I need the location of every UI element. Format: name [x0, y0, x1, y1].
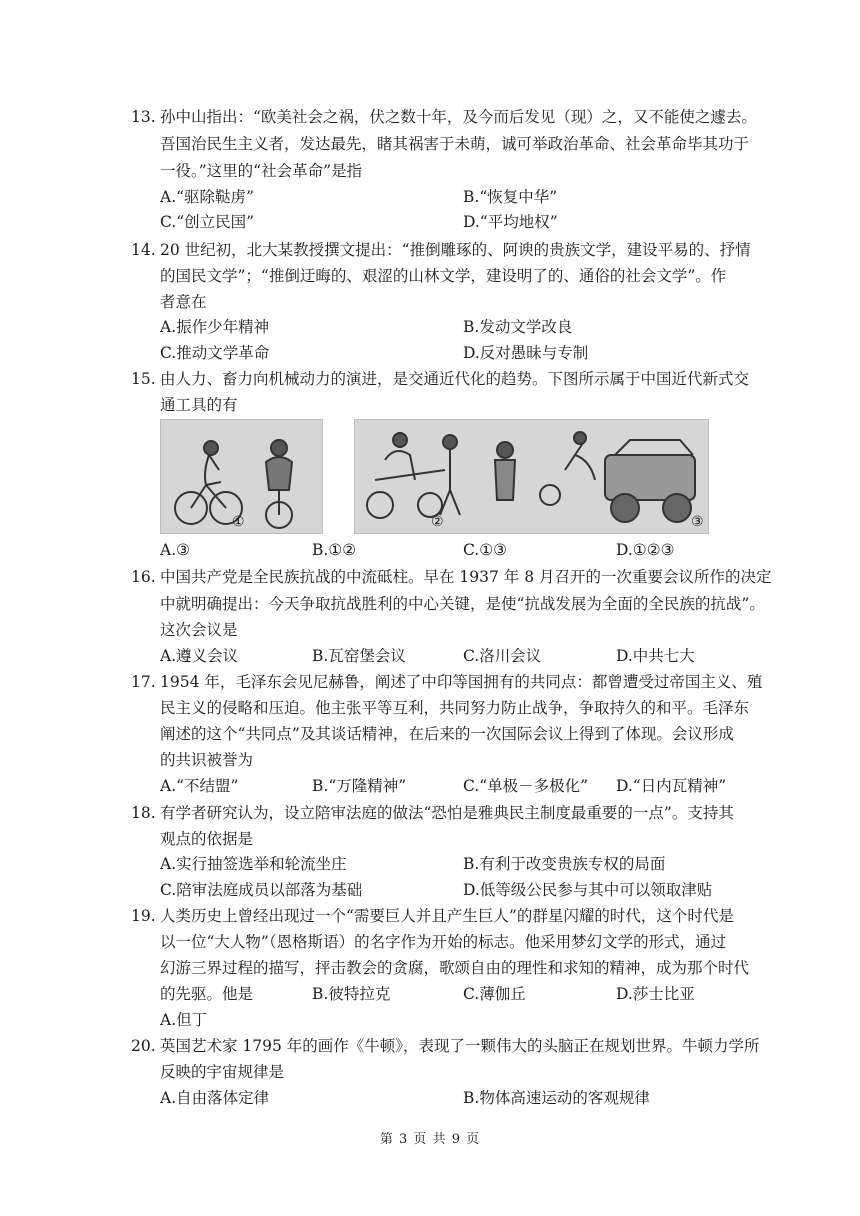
question-16-line-3: 这次会议是 — [160, 621, 238, 639]
figure-label-2: ② — [431, 514, 444, 530]
question-15-option-a: A.③ — [160, 541, 191, 559]
question-17-line-2: 民主义的侵略和压迫。他主张平等互利，共同努力防止战争，争取持久的和平。毛泽东 — [160, 699, 750, 717]
question-19-line-1: 人类历史上曾经出现过一个“需要巨人并且产生巨人”的群星闪耀的时代，这个时代是 — [160, 907, 734, 925]
question-16-line-1: 中国共产党是全民族抗战的中流砥柱。早在 1937 年 8 月召开的一次重要会议所作的决定 — [160, 568, 772, 586]
question-14-number: 14. — [131, 241, 156, 259]
question-18-line-2: 观点的依据是 — [160, 830, 254, 848]
question-14-option-d: D.反对愚昧与专制 — [463, 344, 589, 362]
question-17-option-d: D.“日内瓦精神” — [616, 777, 727, 795]
question-19-option-d: D.莎士比亚 — [616, 985, 695, 1003]
question-14-option-c: C.推动文学革命 — [160, 344, 270, 362]
question-14-line-1: 20 世纪初，北大某教授撰文提出：“推倒雕琢的、阿谀的贵族文学，建设平易的、抒情 — [160, 241, 751, 259]
question-18-option-d: D.低等级公民参与其中可以领取津贴 — [463, 881, 713, 899]
question-19-line-4: 的先驱。他是 — [160, 985, 254, 1003]
question-15-option-d: D.①②③ — [616, 541, 675, 559]
question-20-number: 20. — [131, 1037, 156, 1055]
question-17-option-a: A.“不结盟” — [160, 777, 239, 795]
question-18-option-a: A.实行抽签选举和轮流坐庄 — [160, 855, 347, 873]
figure-label-1: ① — [232, 514, 245, 530]
figure-bicycle-illustration — [160, 419, 323, 534]
street-scene-icon — [355, 420, 708, 533]
question-13-number: 13. — [131, 108, 156, 126]
question-14-option-b: B.发动文学改良 — [463, 318, 573, 336]
question-20-line-1: 英国艺术家 1795 年的画作《牛顿》，表现了一颗伟大的头脑正在规划世界。牛顿力学所 — [160, 1037, 760, 1055]
question-17-line-1: 1954 年，毛泽东会见尼赫鲁，阐述了中印等国拥有的共同点：都曾遭受过帝国主义、殖 — [160, 673, 763, 691]
question-17-line-3: 阐述的这个“共同点”及其谈话精神，在后来的一次国际会议上得到了体现。会议形成 — [160, 725, 734, 743]
question-20-line-2: 反映的宇宙规律是 — [160, 1063, 285, 1081]
question-17-option-b: B.“万隆精神” — [312, 777, 407, 795]
question-17-option-c: C.“单极－多极化” — [463, 777, 589, 795]
question-16-line-2: 中就明确提出：今天争取抗战胜利的中心关键，是使“抗战发展为全面的全民族的抗战”。 — [160, 595, 765, 613]
question-15-line-2: 通工具的有 — [160, 396, 238, 414]
question-20-option-b: B.物体高速运动的客观规律 — [463, 1089, 650, 1107]
question-14-option-a: A.振作少年精神 — [160, 318, 270, 336]
question-15-option-b: B.①② — [312, 541, 357, 559]
figure-rickshaw-car-illustration — [354, 419, 709, 534]
question-17-number: 17. — [131, 673, 156, 691]
question-16-number: 16. — [131, 568, 156, 586]
question-13-option-c: C.“创立民国” — [160, 213, 255, 231]
question-13-line-2: 吾国治民生主义者，发达最先，睹其祸害于未萌，诚可举政治革命、社会革命毕其功于 — [160, 135, 750, 153]
question-13-option-a: A.“驱除鞑虏” — [160, 188, 254, 206]
question-15-number: 15. — [131, 370, 156, 388]
question-14-line-3: 者意在 — [160, 293, 207, 311]
question-19-option-c: C.薄伽丘 — [463, 985, 526, 1003]
question-16-option-a: A.遵义会议 — [160, 647, 239, 665]
question-16-option-b: B.瓦窑堡会议 — [312, 647, 406, 665]
question-19-line-2: 以一位“大人物”（恩格斯语）的名字作为开始的标志。他采用梦幻文学的形式，通过 — [160, 933, 727, 951]
question-16-option-c: C.洛川会议 — [463, 647, 542, 665]
question-13-option-d: D.“平均地权” — [463, 213, 558, 231]
question-18-option-b: B.有利于改变贵族专权的局面 — [463, 855, 666, 873]
question-19-option-b: B.彼特拉克 — [312, 985, 391, 1003]
question-15-option-c: C.①③ — [463, 541, 508, 559]
question-13-line-1: 孙中山指出：“欧美社会之祸，伏之数十年，及今而后发见（现）之，又不能使之遽去。 — [160, 108, 757, 126]
question-18-line-1: 有学者研究认为，设立陪审法庭的做法“恐怕是雅典民主制度最重要的一点”。支持其 — [160, 804, 734, 822]
figure-label-3: ③ — [691, 514, 704, 530]
question-14-line-2: 的国民文学”；“推倒迂晦的、艰涩的山林文学，建设明了的、通俗的社会文学”。作 — [160, 267, 727, 285]
question-18-number: 18. — [131, 804, 156, 822]
page-footer: 第 3 页 共 9 页 — [379, 1132, 481, 1147]
question-19-number: 19. — [131, 907, 156, 925]
question-17-line-4: 的共识被誉为 — [160, 751, 254, 769]
question-19-option-a: A.但丁 — [160, 1011, 208, 1029]
question-19-line-3: 幻游三界过程的描写，抨击教会的贪腐，歌颂自由的理性和求知的精神，成为那个时代 — [160, 959, 750, 977]
question-13-option-b: B.“恢复中华” — [463, 188, 558, 206]
question-13-line-3: 一役。”这里的“社会革命”是指 — [160, 162, 363, 180]
question-18-option-c: C.陪审法庭成员以部落为基础 — [160, 881, 363, 899]
question-15-line-1: 由人力、畜力向机械动力的演进，是交通近代化的趋势。下图所示属于中国近代新式交 — [160, 370, 750, 388]
question-16-option-d: D.中共七大 — [616, 647, 695, 665]
question-20-option-a: A.自由落体定律 — [160, 1089, 270, 1107]
